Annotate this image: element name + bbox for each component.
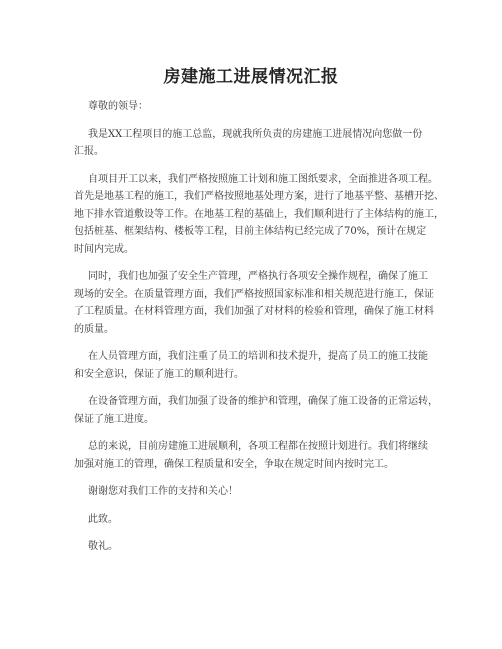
paragraph-line: 加强对施工的管理，确保工程质量和安全，争取在规定时间内按时完工。 xyxy=(74,458,394,470)
paragraph-line: 敬礼。 xyxy=(88,541,118,552)
paragraph-line: 首先是地基工程的施工，我们严格按照地基处理方案，进行了地基平整、基槽开挖、 xyxy=(74,191,444,202)
salutation: 尊敬的领导： xyxy=(88,101,148,112)
salutation-paragraph xyxy=(74,98,434,116)
body-paragraph xyxy=(74,268,434,338)
body-paragraph xyxy=(74,348,434,383)
paragraph-line: 了工程质量。在材料管理方面，我们加强了对材料的检验和管理，确保了施工材料 xyxy=(74,306,434,317)
paragraph-line: 包括桩基、框架结构、楼板等工程，目前主体结构已经完成了70%，预计在规定 xyxy=(74,226,427,237)
document-body xyxy=(74,98,444,566)
paragraph-line: 在人员管理方面，我们注重了员工的培训和技术提升，提高了员工的施工技能 xyxy=(88,351,428,362)
paragraph-line: 地下排水管道敷设等工作。在地基工程的基础上，我们顺利进行了主体结构的施工， xyxy=(74,208,444,220)
body-paragraph xyxy=(74,538,434,556)
paragraph-line: 现场的安全。在质量管理方面，我们严格按照国家标准和相关规范进行施工，保证 xyxy=(74,288,434,300)
paragraph-line: 在设备管理方面，我们加强了设备的维护和管理，确保了施工设备的正常运转， xyxy=(88,396,438,407)
paragraph-line: 汇报。 xyxy=(74,146,104,157)
paragraph-line: 总的来说，目前房建施工进展顺利，各项工程都在按照计划进行。我们将继续 xyxy=(88,441,428,452)
paragraph-line: 的质量。 xyxy=(74,323,114,335)
body-paragraph xyxy=(74,483,434,501)
paragraph-line: 和安全意识，保证了施工的顺利进行。 xyxy=(74,368,244,380)
paragraph-list xyxy=(74,126,444,556)
body-paragraph xyxy=(74,126,434,161)
document-title: 房建施工进展情况汇报 xyxy=(163,67,339,87)
body-paragraph xyxy=(74,438,434,473)
paragraph-line: 同时，我们也加强了安全生产管理，严格执行各项安全操作规程，确保了施工 xyxy=(88,271,428,282)
paragraph-line: 保证了施工进度。 xyxy=(74,413,154,425)
body-paragraph xyxy=(74,171,444,259)
paragraph-line: 谢谢您对我们工作的支持和关心！ xyxy=(88,486,238,497)
body-paragraph xyxy=(74,393,438,428)
body-paragraph xyxy=(74,511,434,529)
paragraph-line: 时间内完成。 xyxy=(74,243,134,255)
paragraph-line: 自项目开工以来，我们严格按照施工计划和施工图纸要求，全面推进各项工程。 xyxy=(88,173,438,185)
paragraph-line: 此致。 xyxy=(88,513,118,525)
paragraph-line: 我是XX工程项目的施工总监，现就我所负责的房建施工进展情况向您做一份 xyxy=(88,128,423,140)
